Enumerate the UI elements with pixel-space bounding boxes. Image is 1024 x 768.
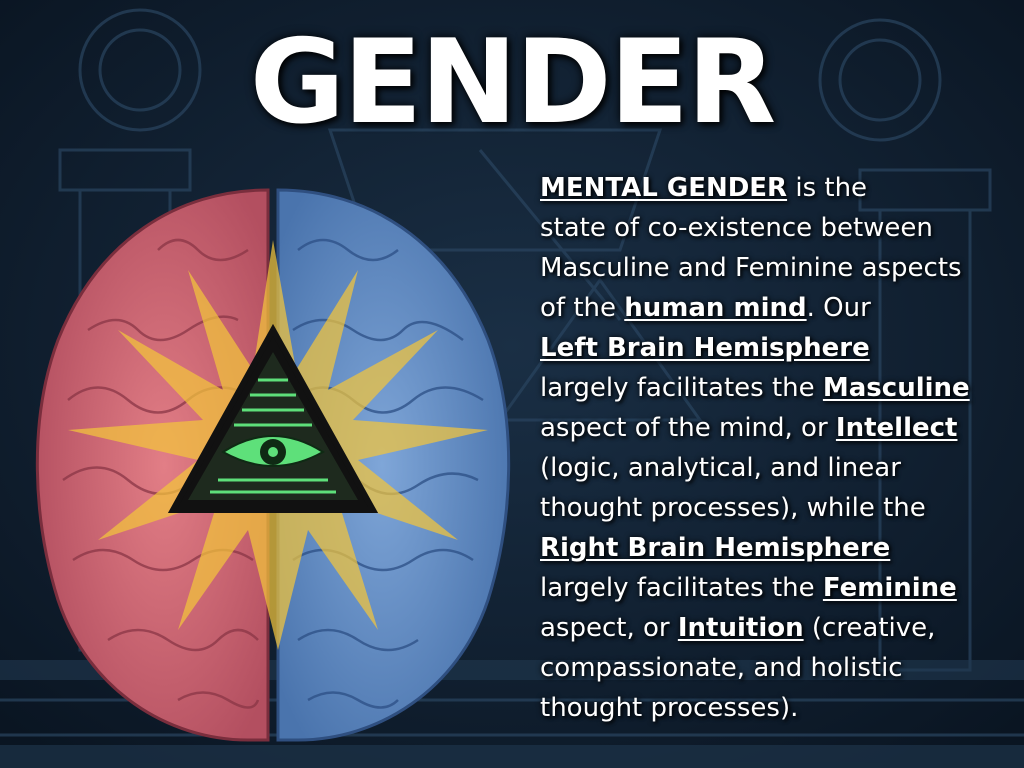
text-line xyxy=(540,368,1020,408)
text-line xyxy=(540,528,1020,568)
text-run: compassionate, and holistic xyxy=(540,653,903,683)
term-intuition: Intuition xyxy=(677,613,804,643)
text-run: largely facilitates the xyxy=(540,373,823,403)
text-line xyxy=(540,688,1020,728)
term-human-mind: human mind xyxy=(624,293,807,323)
text-line xyxy=(540,328,1020,368)
text-run: thought processes), while the xyxy=(540,493,926,523)
text-line xyxy=(540,568,1020,608)
text-line xyxy=(540,648,1020,688)
text-run: (logic, analytical, and linear xyxy=(540,453,901,483)
text-run: of the xyxy=(540,293,625,323)
text-run: (creative, xyxy=(803,613,936,643)
term-masculine: Masculine xyxy=(822,373,970,403)
text-line xyxy=(540,448,1020,488)
text-run: thought processes). xyxy=(540,693,799,723)
text-run: aspect of the mind, or xyxy=(540,413,836,443)
text-line xyxy=(540,248,1020,288)
slide-title: GENDER xyxy=(249,15,775,150)
body-text xyxy=(540,168,1020,728)
text-line xyxy=(540,168,1020,208)
text-line xyxy=(540,488,1020,528)
term-mental-gender: MENTAL GENDER xyxy=(540,173,788,203)
text-line xyxy=(540,288,1020,328)
text-line xyxy=(540,408,1020,448)
text-run: Masculine and Feminine aspects xyxy=(540,253,962,283)
text-run: state of co-existence between xyxy=(540,213,933,243)
term-left-brain-hemisphere: Left Brain Hemisphere xyxy=(540,333,870,363)
text-line xyxy=(540,208,1020,248)
text-run: aspect, or xyxy=(540,613,678,643)
term-feminine: Feminine xyxy=(822,573,957,603)
term-right-brain-hemisphere: Right Brain Hemisphere xyxy=(540,533,891,563)
text-run: largely facilitates the xyxy=(540,573,823,603)
term-intellect: Intellect xyxy=(835,413,958,443)
text-run: is the xyxy=(787,173,868,203)
brain-illustration xyxy=(28,180,518,748)
text-run: . Our xyxy=(806,293,871,323)
text-line xyxy=(540,608,1020,648)
